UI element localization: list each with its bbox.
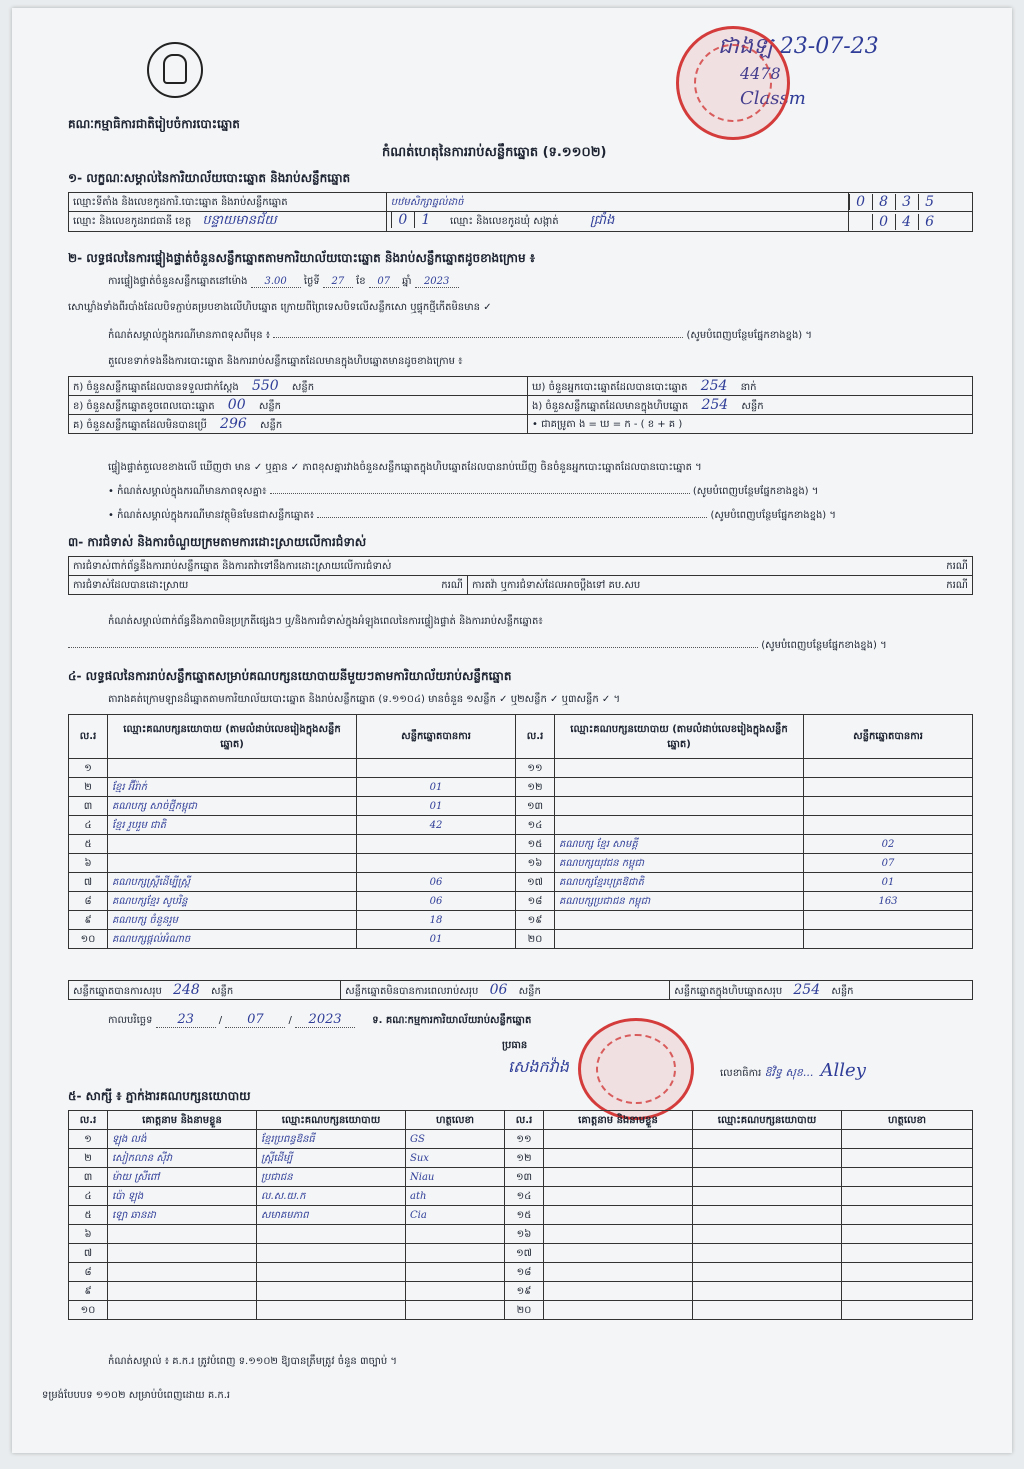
- table-row: [69, 797, 973, 816]
- table-row: [69, 778, 973, 797]
- witness-name: [544, 1168, 693, 1187]
- valid-total-label: សន្លឹកឆ្នោតបានការសរុប: [73, 985, 162, 997]
- table-row: [69, 873, 973, 892]
- party-name: [108, 835, 357, 854]
- col-votes: សន្លឹកឆ្នោតបានការ: [357, 715, 516, 759]
- party-name: គណបក្ស សាច់ថ្មីកម្ពុជា: [108, 797, 357, 816]
- code-digit: 6: [918, 214, 941, 230]
- row-number: ៩: [69, 911, 108, 930]
- row-number: ១៤: [516, 816, 555, 835]
- signing-date-label: កាលបរិច្ឆេទ: [108, 1015, 153, 1026]
- row-number: ៥: [69, 1206, 108, 1225]
- month-value: 07: [369, 276, 399, 288]
- document-title: កំណត់ហេតុនៃការរាប់សន្លឹកឆ្នោត (ទ.១១០២): [382, 145, 607, 160]
- code-digit: 0: [391, 212, 414, 228]
- party-votes: [804, 911, 973, 930]
- irregularities-input[interactable]: [68, 647, 758, 648]
- ballot-formula: • ជាគម្រូតា ង = ឃ = ក - ( ខ + គ ): [528, 415, 973, 434]
- party-name: គណបក្សស្ត្រីដើម្បីស្ត្រី: [108, 873, 357, 892]
- row-number: ៤: [69, 816, 108, 835]
- party-name: [555, 797, 804, 816]
- witness-name: [544, 1187, 693, 1206]
- witness-name: ប៉ោ ឡុង: [108, 1187, 257, 1206]
- table-row: [69, 1206, 973, 1225]
- party-votes: 18: [357, 911, 516, 930]
- row-number: ១៨: [505, 1263, 544, 1282]
- province-label-text: ឈ្មោះ និងលេខកូដរាជធានី ខេត្ត: [73, 216, 192, 227]
- witness-party: [257, 1263, 406, 1282]
- witness-name: [108, 1244, 257, 1263]
- code-digit: 1: [414, 212, 437, 228]
- party-name: គណបក្ស ខ្មែរ សាមគ្គី: [555, 835, 804, 854]
- witness-party: [693, 1282, 842, 1301]
- code-digit: 0: [849, 194, 872, 210]
- party-name: [108, 854, 357, 873]
- signing-month: 07: [225, 1012, 285, 1028]
- witness-signature: Cia: [406, 1206, 505, 1225]
- irregularities-line: [68, 638, 973, 653]
- witness-signature: [406, 1301, 505, 1320]
- difference-bullet-input[interactable]: [270, 493, 690, 494]
- figure-unit: សន្លឹក: [741, 400, 764, 412]
- polling-station-value: បឋមសិក្សាធ្នល់ដាច់: [386, 193, 848, 212]
- row-number: ៨: [69, 892, 108, 911]
- col-party: ឈ្មោះគណបក្សនយោបាយ (តាមលំដាប់លេខរៀងក្នុងសន្លឹកឆ្នោត): [108, 715, 357, 759]
- witness-party: សមាគមភាព: [257, 1206, 406, 1225]
- witness-name: [108, 1225, 257, 1244]
- witness-name: [544, 1149, 693, 1168]
- witness-party: [693, 1263, 842, 1282]
- totals-table: [68, 980, 973, 1000]
- code-digit: 3: [895, 194, 918, 210]
- stamp-initials: Classm: [740, 88, 806, 109]
- difference-bullet-hint: (សូមបំពេញបន្ថែមផ្នែកខាងខ្នង) ។: [692, 486, 819, 497]
- col-num: ល.រ: [69, 715, 108, 759]
- witness-party: [257, 1301, 406, 1320]
- party-votes: 01: [357, 930, 516, 949]
- month-label: ខែ: [356, 276, 369, 287]
- witness-signature: [842, 1187, 973, 1206]
- table-row: [69, 759, 973, 778]
- witness-party: [693, 1225, 842, 1244]
- resolved-objections-cell: [69, 576, 468, 595]
- party-name: [555, 911, 804, 930]
- party-votes: [357, 835, 516, 854]
- witness-party: ស្ត្រីដើម្បី: [257, 1149, 406, 1168]
- witness-party: [693, 1168, 842, 1187]
- party-votes: 42: [357, 816, 516, 835]
- witness-party: ល.ស.យ.ក: [257, 1187, 406, 1206]
- row-number: ១០: [69, 1301, 108, 1320]
- appeal-objections-unit: ករណី: [946, 579, 968, 591]
- witness-party: [257, 1244, 406, 1263]
- witness-signature: [842, 1130, 973, 1149]
- table-row: [69, 930, 973, 949]
- verification-time-line: [108, 274, 978, 289]
- party-name: គណបក្សផ្ដល់អំណាច: [108, 930, 357, 949]
- row-number: ១៦: [505, 1225, 544, 1244]
- party-votes: [357, 854, 516, 873]
- irregularities-hint: (សូមបំពេញបន្ថែមផ្នែកខាងខ្នង) ។: [761, 640, 887, 651]
- witness-name: [544, 1263, 693, 1282]
- witness-signature: [842, 1149, 973, 1168]
- col-party: ឈ្មោះគណបក្សនយោបាយ: [693, 1111, 842, 1130]
- row-number: ១២: [516, 778, 555, 797]
- figure-label: ឃ) ចំនួនអ្នកបោះឆ្នោតដែលបានបោះឆ្នោត: [532, 381, 688, 393]
- party-name: គណបក្សខ្មែរបុត្រឱជាតិ: [555, 873, 804, 892]
- figure-value: 254: [701, 396, 729, 413]
- province-label: [69, 212, 387, 232]
- day-value: 27: [323, 276, 353, 288]
- row-number: ៧: [69, 873, 108, 892]
- party-results-table: [68, 714, 973, 949]
- row-number: ២: [69, 778, 108, 797]
- figure-value: 296: [220, 415, 247, 432]
- row-number: ១: [69, 1130, 108, 1149]
- difference-note-label: កំណត់សម្គាល់ក្នុងករណីមានភាពទុសពីមុន ៖: [108, 330, 271, 341]
- party-name: គណបក្ស ចំនួនរួម: [108, 911, 357, 930]
- secretary-signature: Alley: [820, 1060, 866, 1081]
- witness-signature: Sux: [406, 1149, 505, 1168]
- witness-signature: [842, 1282, 973, 1301]
- row-number: ១៧: [516, 873, 555, 892]
- commune-cell: [386, 212, 848, 232]
- party-name: [555, 816, 804, 835]
- year-label: ឆ្នាំ: [401, 276, 415, 287]
- difference-bullet-label: • កំណត់សម្គាល់ក្នុងករណីមានភាពទុសគ្នា៖: [108, 486, 267, 497]
- irregularities-note: កំណត់សម្គាល់ពាក់ព័ន្ធនឹងភាពមិនប្រក្រតីផ្សេងៗ ឬ/និងការជំទាស់ក្នុងអំឡុងពេលនៃការផ្ទៀងផ្ទាត់ និងការរាប់សន្លឹកឆ្នោត៖: [108, 616, 543, 627]
- table-row: [69, 816, 973, 835]
- party-votes: [804, 759, 973, 778]
- polling-station-label: ឈ្មោះទីតាំង និងលេខកូដការិ.បោះឆ្នោត និងរាប់សន្លឹកឆ្នោត: [69, 193, 387, 212]
- party-votes: [804, 778, 973, 797]
- party-votes: [804, 797, 973, 816]
- invalid-total-label: សន្លឹកឆ្នោតមិនបានការពេលរាប់សរុប: [345, 985, 479, 997]
- party-votes: 01: [357, 778, 516, 797]
- signing-date-line: កាលបរិច្ឆេទ 23 / 07 / 2023 ទ. គណៈកម្មការការិយាល័យរាប់សន្លឹកឆ្នោត: [108, 1012, 532, 1027]
- party-votes: 07: [804, 854, 973, 873]
- table-row: [69, 1168, 973, 1187]
- witness-signature: ath: [406, 1187, 505, 1206]
- ballot-total-value: 254: [793, 981, 821, 998]
- code-digit: 4: [895, 214, 918, 230]
- stamp-number: 4478: [740, 64, 781, 83]
- witness-name: [544, 1244, 693, 1263]
- ballot-figures-row-b: [69, 396, 528, 415]
- polling-station-code: [848, 193, 972, 212]
- party-votes: 06: [357, 873, 516, 892]
- province-value: បន្ទាយមានជ័យ: [202, 213, 277, 228]
- ballot-total-cell: [670, 981, 973, 1000]
- section2-heading: ២- លទ្ធផលនៃការផ្ទៀងផ្ទាត់ចំនួនសន្លឹកឆ្នោតតាមការិយាល័យបោះឆ្នោត និងរាប់សន្លឹកឆ្នោតដូចខាងក្រោម ៖: [68, 251, 536, 265]
- col-name: គោត្តនាម និងនាមខ្លួន: [544, 1111, 693, 1130]
- witness-party: [257, 1282, 406, 1301]
- difference-note-hint: (សូមបំពេញបន្ថែមផ្នែកខាងខ្នង) ។: [686, 330, 812, 341]
- footnote: កំណត់សម្គាល់ ៖ គ.ក.រ ត្រូវបំពេញ ទ.១១០២ ឱ្យបានត្រឹមត្រូវ ចំនួន ៣ច្បាប់ ។: [108, 1356, 397, 1367]
- row-number: ៧: [69, 1244, 108, 1263]
- witness-signature: [406, 1244, 505, 1263]
- party-name: គណបក្សខ្មែរ សូបរិន្ទ: [108, 892, 357, 911]
- witness-signature: [406, 1225, 505, 1244]
- row-number: ១៦: [516, 854, 555, 873]
- objections-table: [68, 556, 973, 595]
- figure-unit: សន្លឹក: [258, 400, 282, 412]
- table-row: [69, 1282, 973, 1301]
- difference-bullet-line: [108, 484, 973, 499]
- witness-party: [693, 1187, 842, 1206]
- party-name: ខ្មែរ រួបរួម ជាតិ: [108, 816, 357, 835]
- row-number: ៦: [69, 854, 108, 873]
- section1-table: [68, 192, 973, 232]
- commune-code: [848, 212, 972, 232]
- figure-unit: នាក់: [740, 381, 757, 393]
- party-votes: 02: [804, 835, 973, 854]
- col-name: គោត្តនាម និងនាមខ្លួន: [108, 1111, 257, 1130]
- table-row: [69, 1149, 973, 1168]
- table-row: [69, 835, 973, 854]
- row-number: ៣: [69, 797, 108, 816]
- resolved-objections-label: ការជំទាស់ដែលបានដោះស្រាយ: [73, 579, 189, 591]
- secretary-label: លេខាធិការ: [720, 1068, 762, 1079]
- table-row: [69, 1301, 973, 1320]
- witness-name: ឡោ ឆានដា: [108, 1206, 257, 1225]
- row-number: ១១: [505, 1130, 544, 1149]
- party-votes: [804, 930, 973, 949]
- row-number: ១៥: [516, 835, 555, 854]
- table-row: [69, 1225, 973, 1244]
- secretary-line: [720, 1060, 970, 1082]
- witness-party: [693, 1206, 842, 1225]
- section4-intro: តារាងគត់ក្រោមឡានដ៏ឆ្នោតតាមការិយាល័យបោះឆ្នោត និងរាប់សន្លឹកឆ្នោត (ទ.១១០៤) មានចំនួន ១សន្លឹក ✓ ឬ២សន្លឹក ✓ ឬ៣សន្លឹក ✓ ។: [108, 694, 621, 705]
- witness-name: [544, 1206, 693, 1225]
- col-party: ឈ្មោះគណបក្សនយោបាយ (តាមលំដាប់លេខរៀងក្នុងសន្លឹកឆ្នោត): [555, 715, 804, 759]
- party-votes: 06: [357, 892, 516, 911]
- witness-name: សៀកលាន ស៊ីវា: [108, 1149, 257, 1168]
- col-num: ល.រ: [69, 1111, 108, 1130]
- section1-heading: ១- លក្ខណៈសម្គាល់នៃការិយាល័យបោះឆ្នោត និងរាប់សន្លឹកឆ្នោត: [68, 171, 351, 185]
- figure-label: ក) ចំនួនសន្លឹកឆ្នោតដែលបានទទួលជាក់ស្តែង: [73, 381, 239, 393]
- ballot-figures-row-e: [528, 396, 973, 415]
- appeal-objections-label: ការតវ៉ា ឬការជំទាស់ដែលអាចប្តឹងទៅ គប.សប: [472, 579, 641, 591]
- valid-total-unit: សន្លឹក: [210, 985, 234, 997]
- national-election-logo-icon: [147, 42, 203, 98]
- day-label: ថ្ងៃទី: [303, 276, 323, 287]
- figure-label: ខ) ចំនួនសន្លឹកឆ្នោតខូចពេលបោះឆ្នោត: [73, 400, 215, 412]
- stamp-date-note: ជាងឡ 23-07-23: [718, 34, 879, 59]
- difference-note-input[interactable]: [273, 337, 683, 338]
- ballot-figures-table: [68, 376, 973, 434]
- resolved-objections-unit: ករណី: [441, 579, 463, 591]
- witness-party: [693, 1149, 842, 1168]
- ballot-total-unit: សន្លឹក: [831, 985, 854, 997]
- witness-signature: [842, 1244, 973, 1263]
- row-number: ២០: [505, 1301, 544, 1320]
- invalid-total-cell: [341, 981, 670, 1000]
- party-votes: 01: [357, 797, 516, 816]
- witness-signature: [842, 1168, 973, 1187]
- witness-party: [693, 1244, 842, 1263]
- form-code: ទម្រង់បែបបទ ១១០២ សម្រាប់បំពេញដោយ គ.ក.រ: [42, 1390, 231, 1401]
- signing-day: 23: [156, 1012, 216, 1028]
- signing-year: 2023: [295, 1012, 355, 1028]
- seal-check-line: សោឃ្លាំងទាំងពីរបាំងដែលបិទភ្ជាប់គម្របខាងលើហិបឆ្នោត ក្រោយពីព្រៃទេសបិទលើសន្លឹកសោ ឬផ្ទុកថ្មីកើតមិនមាន ✓: [68, 302, 492, 313]
- row-number: ៨: [69, 1263, 108, 1282]
- witness-signature: [842, 1206, 973, 1225]
- table-row: [69, 1187, 973, 1206]
- chair-label: ប្រធាន: [502, 1040, 528, 1051]
- party-votes: 163: [804, 892, 973, 911]
- figure-value: 254: [700, 377, 728, 394]
- commune-label: ឈ្មោះ និងលេខកូដឃុំ សង្កាត់: [449, 216, 559, 227]
- col-party: ឈ្មោះគណបក្សនយោបាយ: [257, 1111, 406, 1130]
- party-name: គណបក្សយុវជន កម្ពុជា: [555, 854, 804, 873]
- row-number: ១: [69, 759, 108, 778]
- foreign-object-bullet-label: • កំណត់សម្គាល់ក្នុងករណីមានវត្ថុមិនមែនជាសន្លឹកឆ្នោត៖: [108, 510, 315, 521]
- appeal-objections-cell: [468, 576, 973, 595]
- row-number: ៣: [69, 1168, 108, 1187]
- figure-label: គ) ចំនួនសន្លឹកឆ្នោតដែលមិនបានប្រើ: [73, 419, 207, 431]
- table-row: [69, 1263, 973, 1282]
- witness-signature: [406, 1282, 505, 1301]
- section3-heading: ៣- ការជំទាស់ និងការចំណួយក្រមតាមការដោះស្រាយលើការជំទាស់: [68, 535, 367, 549]
- witness-signature: [842, 1263, 973, 1282]
- row-number: ១៩: [505, 1282, 544, 1301]
- witness-name: [544, 1282, 693, 1301]
- commune-value: ជ្រាំង: [589, 213, 615, 228]
- witness-signature: [842, 1225, 973, 1244]
- party-name: [555, 778, 804, 797]
- secretary-value: ឱវិទ្ធ សុខ...: [764, 1066, 814, 1079]
- row-number: ៤: [69, 1187, 108, 1206]
- objections-row-1: [69, 557, 973, 576]
- valid-total-cell: [69, 981, 341, 1000]
- department-name: គណៈកម្មាធិការជាតិរៀបចំការបោះឆ្នោត: [68, 117, 240, 131]
- col-signature: ហត្ថលេខា: [406, 1111, 505, 1130]
- figure-value: 00: [227, 396, 246, 413]
- ballot-figures-row-d: [528, 377, 973, 396]
- valid-total-value: 248: [173, 981, 200, 998]
- document-page: [12, 8, 1012, 1453]
- row-number: ១០: [69, 930, 108, 949]
- party-name: [108, 759, 357, 778]
- table-row: [69, 854, 973, 873]
- verification-time-value: 3.00: [251, 276, 301, 288]
- objections-unit: ករណី: [946, 560, 968, 572]
- row-number: ៩: [69, 1282, 108, 1301]
- col-signature: ហត្ថលេខា: [842, 1111, 973, 1130]
- witness-name: ម៉ាយ ស្រីពៅ: [108, 1168, 257, 1187]
- witness-table: [68, 1110, 973, 1320]
- party-name: គណបក្សប្រជាជន កម្ពុជា: [555, 892, 804, 911]
- row-number: ១៤: [505, 1187, 544, 1206]
- witness-party: ខ្មែរប្រពន្ធឱនធី: [257, 1130, 406, 1149]
- ballot-figures-row-c: [69, 415, 528, 434]
- witness-signature: Niau: [406, 1168, 505, 1187]
- official-red-stamp: [676, 26, 790, 140]
- witness-signature: [406, 1263, 505, 1282]
- invalid-total-value: 06: [489, 981, 508, 998]
- table-row: [69, 1244, 973, 1263]
- row-number: ១៣: [505, 1168, 544, 1187]
- difference-note-line: [108, 328, 978, 343]
- code-digit: 0: [872, 214, 895, 230]
- province-code: [391, 212, 437, 228]
- figure-label: ង) ចំនួនសន្លឹកឆ្នោតដែលមានក្នុងហិបឆ្នោត: [532, 400, 689, 412]
- col-votes: សន្លឹកឆ្នោតបានការ: [804, 715, 973, 759]
- foreign-object-bullet-hint: (សូមបំពេញបន្ថែមផ្នែកខាងខ្នង) ។: [710, 510, 836, 521]
- row-number: ១២: [505, 1149, 544, 1168]
- figure-unit: សន្លឹក: [291, 381, 315, 393]
- figure-unit: សន្លឹក: [259, 419, 283, 431]
- witness-name: [544, 1225, 693, 1244]
- party-name: [555, 759, 804, 778]
- row-number: ១៥: [505, 1206, 544, 1225]
- table-row: [69, 911, 973, 930]
- witness-name: [108, 1301, 257, 1320]
- col-num: ល.រ: [516, 715, 555, 759]
- objections-label: ការជំទាស់ពាក់ព័ន្ធនឹងការរាប់សន្លឹកឆ្នោត និងការតវ៉ាទៅនឹងការដោះស្រាយលើការជំទាស់: [73, 560, 392, 572]
- chair-signature: សេងកវ៉ាង: [508, 1057, 569, 1076]
- invalid-total-unit: សន្លឹក: [518, 985, 541, 997]
- party-name: [555, 930, 804, 949]
- row-number: ១១: [516, 759, 555, 778]
- ballot-figures-row-a: [69, 377, 528, 396]
- row-number: ៥: [69, 835, 108, 854]
- ballot-figures-intro: តួលេខទាក់ទងនឹងការបោះឆ្នោត និងការរាប់សន្លឹកឆ្នោតដែលមានក្នុងហិបឆ្នោតមានដូចខាងក្រោម ៖: [108, 356, 463, 367]
- verification-time-label: ការផ្ទៀងផ្ទាត់ចំនួនសន្លឹកឆ្នោតនៅម៉ោង: [108, 276, 248, 287]
- committee-label: ទ. គណៈកម្មការការិយាល័យរាប់សន្លឹកឆ្នោត: [372, 1015, 532, 1026]
- witness-party: [693, 1301, 842, 1320]
- col-num: ល.រ: [505, 1111, 544, 1130]
- witness-name: [108, 1282, 257, 1301]
- code-digit: 5: [918, 194, 941, 210]
- party-votes: [357, 759, 516, 778]
- row-number: ២០: [516, 930, 555, 949]
- row-number: ១៩: [516, 911, 555, 930]
- row-number: ១៣: [516, 797, 555, 816]
- witness-name: [108, 1263, 257, 1282]
- party-votes: 01: [804, 873, 973, 892]
- section5-heading: ៥- សាក្សី ៖ ភ្នាក់ងារគណបក្សនយោបាយ: [68, 1089, 251, 1103]
- table-row: [69, 1130, 973, 1149]
- witness-party: [693, 1130, 842, 1149]
- table-row: [69, 892, 973, 911]
- witness-signature: GS: [406, 1130, 505, 1149]
- section4-heading: ៤- លទ្ធផលនៃការរាប់សន្លឹកឆ្នោតសម្រាប់គណបក្សនយោបាយនីមួយៗតាមការិយាល័យរាប់សន្លឹកឆ្នោត: [68, 669, 512, 683]
- row-number: ១៨: [516, 892, 555, 911]
- row-number: ៦: [69, 1225, 108, 1244]
- witness-name: ឡុង លង់: [108, 1130, 257, 1149]
- witness-name: [544, 1301, 693, 1320]
- row-number: ១៧: [505, 1244, 544, 1263]
- witness-signature: [842, 1301, 973, 1320]
- party-votes: [804, 816, 973, 835]
- figure-value: 550: [251, 377, 279, 394]
- row-number: ២: [69, 1149, 108, 1168]
- witness-party: ប្រជាជន: [257, 1168, 406, 1187]
- year-value: 2023: [415, 276, 459, 288]
- code-digit: 8: [872, 194, 895, 210]
- committee-red-stamp: [578, 1018, 694, 1120]
- witness-name: [544, 1130, 693, 1149]
- foreign-object-bullet-line: [108, 508, 973, 523]
- party-name: ខ្មែរ អ៊ីរ៉ាក់: [108, 778, 357, 797]
- witness-party: [257, 1225, 406, 1244]
- foreign-object-bullet-input[interactable]: [317, 517, 707, 518]
- difference-check-line: ផ្ទៀងផ្ទាត់តួលេខខាងលើ ឃើញថា មាន ✓ ឬគ្មាន ✓ ភាពខុសគ្នារវាងចំនួនសន្លឹកឆ្នោតក្នុងហិបឆ្នោតដែលបានរាប់ឃើញ ចិនចំនួនអ្នកបោះឆ្នោតដែលបានបោះឆ្នោត ។: [108, 462, 702, 473]
- ballot-total-label: សន្លឹកឆ្នោតក្នុងហិបឆ្នោតសរុប: [674, 985, 783, 997]
